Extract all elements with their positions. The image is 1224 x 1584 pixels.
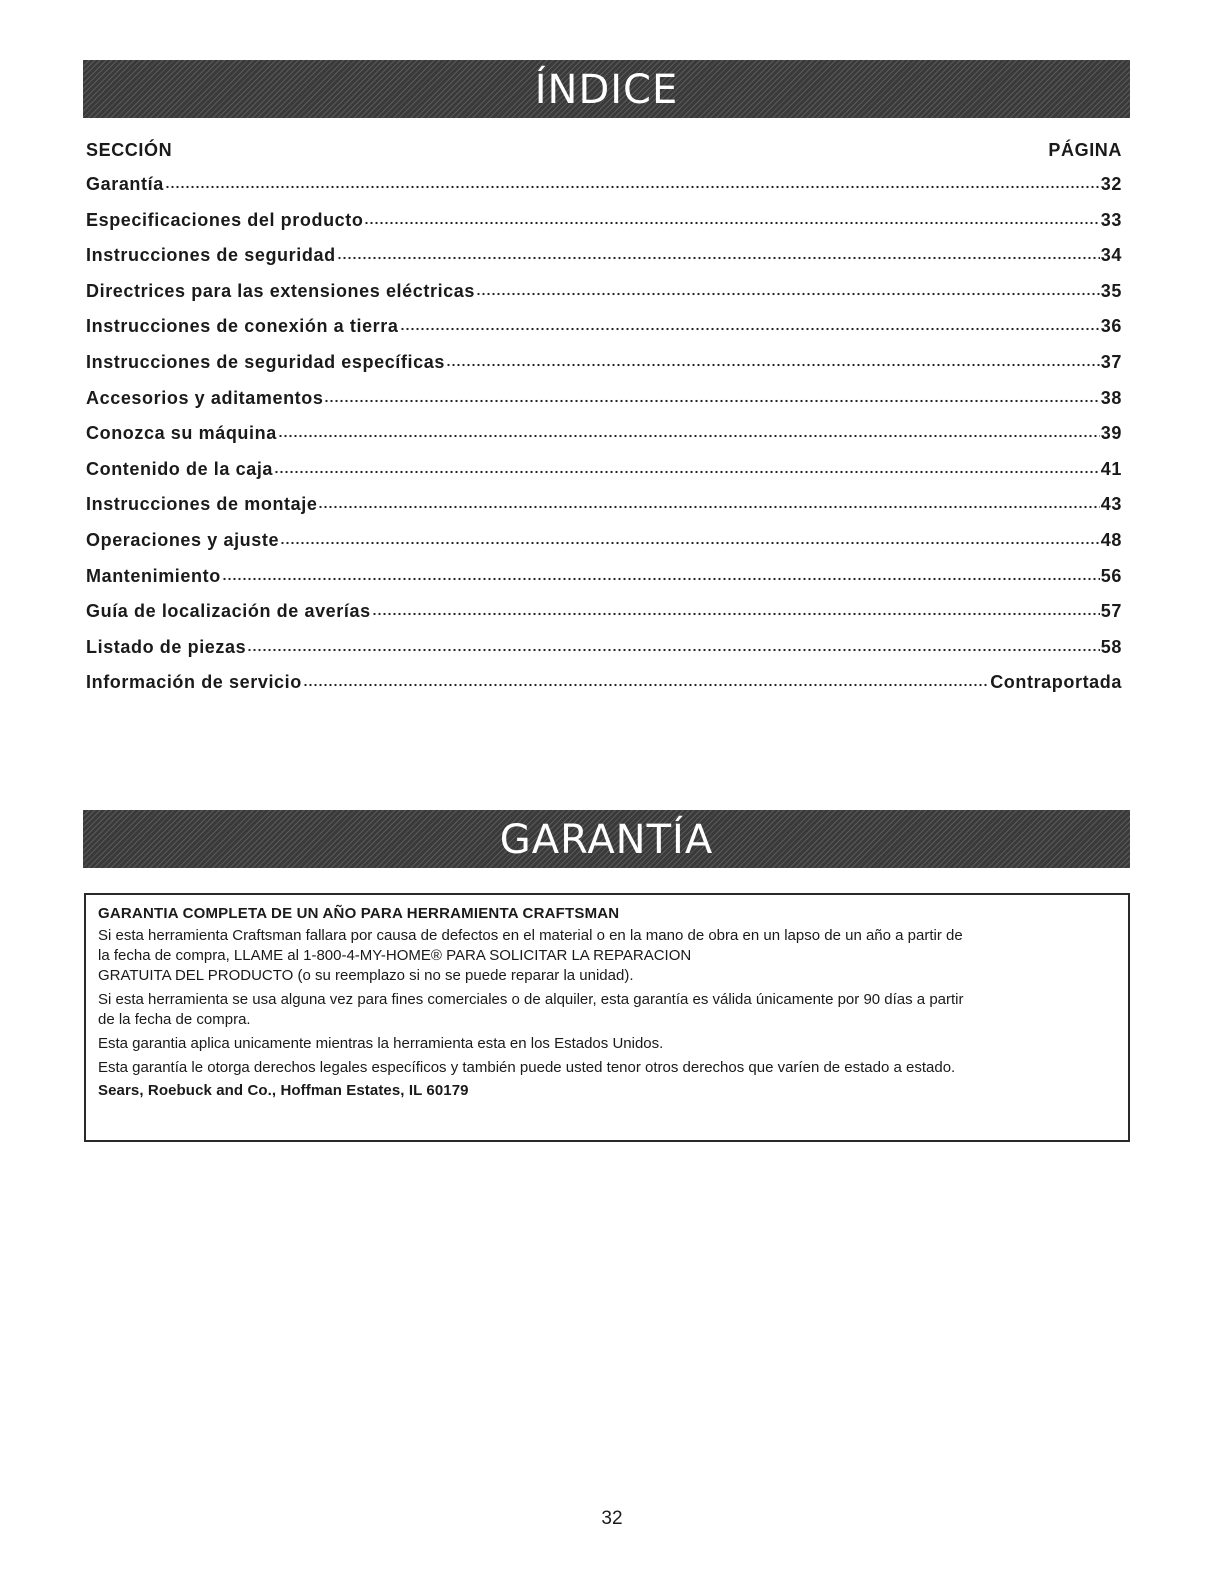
toc-entry [86,245,1122,281]
toc-entry-page: 41 [1100,458,1122,479]
toc-entry-page: 58 [1100,636,1122,657]
toc-entry-title: Listado de piezas [86,636,247,657]
dot-leader [400,327,1100,331]
warranty-paragraph-us-only: Esta garantia aplica unicamente mientras la herramienta esta en los Estados Unidos. [98,1035,664,1052]
toc-entry-page: Contraportada [990,672,1122,693]
toc-entry-page: 48 [1100,529,1122,550]
toc-entry [86,352,1122,388]
toc-entry-title: Mantenimiento [86,565,221,586]
toc-entry-page: 33 [1100,209,1122,230]
dot-leader [337,256,1100,260]
warranty-text-line: Si esta herramienta se usa alguna vez para fines comerciales o de alquiler, esta garantía es válida únicamente por 90 días a partir [98,991,964,1008]
warranty-paragraph-commercial [98,990,1108,1030]
toc-entry-title: Directrices para las extensiones eléctricas [86,280,476,301]
warranty-company: Sears, Roebuck and Co., Hoffman Estates, IL 60179 [98,1082,469,1099]
toc-entry-page: 43 [1100,494,1122,515]
toc-entry-page: 39 [1100,423,1122,444]
toc-entry-title: Garantía [86,174,164,194]
toc-entry-title: Operaciones y ajuste [86,529,280,550]
toc-entry-title: Instrucciones de seguridad [86,245,336,266]
warranty-text-line: Si esta herramienta Craftsman fallara por causa de defectos en el material o en la mano de obra en un lapso de un año a partir de [98,927,963,944]
toc-header [86,140,1122,161]
dot-leader [278,434,1100,438]
toc-entry-page: 32 [1100,174,1122,194]
dot-leader [274,470,1100,474]
toc-entry-title: Contenido de la caja [86,458,274,479]
toc-entry [86,459,1122,495]
toc-entry-page: 56 [1100,565,1122,586]
toc-entry-page: 35 [1100,280,1122,301]
toc-entry [86,494,1122,530]
warranty-heading: GARANTIA COMPLETA DE UN AÑO PARA HERRAMIENTA CRAFTSMAN [98,905,620,922]
toc-entry [86,423,1122,459]
toc-entry [86,281,1122,317]
toc-entry [86,637,1122,673]
toc-entry [86,174,1122,210]
table-of-contents [86,174,1122,708]
toc-entry [86,601,1122,637]
toc-entry-title: Guía de localización de averías [86,601,371,622]
dot-leader [303,683,989,687]
dot-leader [446,363,1100,367]
warranty-paragraph-coverage [98,926,1108,986]
dot-leader [476,292,1100,296]
warranty-text-line: la fecha de compra, LLAME al 1-800-4-MY-HOME® PARA SOLICITAR LA REPARACION [98,947,692,964]
toc-entry-title: Instrucciones de montaje [86,494,318,515]
dot-leader [364,221,1099,225]
dot-leader [324,399,1099,403]
toc-entry-title: Especificaciones del producto [86,209,364,230]
toc-entry-title: Instrucciones de seguridad específicas [86,351,445,372]
section-column-header: SECCIÓN [86,140,173,160]
toc-entry-title: Instrucciones de conexión a tierra [86,316,399,337]
toc-entry [86,566,1122,602]
indice-banner [83,60,1130,118]
toc-entry [86,672,1122,708]
page-column-header: PÁGINA [1048,140,1122,160]
warranty-paragraph-rights: Esta garantía le otorga derechos legales específicos y también puede usted tenor otros derechos que varíen de estado a estado. [98,1059,956,1076]
indice-title: ÍNDICE [534,67,679,113]
dot-leader [222,577,1100,581]
garantia-banner [83,810,1130,868]
toc-entry-title: Accesorios y aditamentos [86,387,324,408]
toc-entry [86,210,1122,246]
toc-entry-page: 38 [1100,387,1122,408]
warranty-text-line: GRATUITA DEL PRODUCTO (o su reemplazo si no se puede reparar la unidad). [98,967,634,984]
dot-leader [247,648,1100,652]
dot-leader [318,505,1099,509]
dot-leader [165,185,1100,189]
dot-leader [372,612,1100,616]
toc-entry [86,388,1122,424]
dot-leader [280,541,1100,545]
warranty-text-line: de la fecha de compra. [98,1011,251,1028]
toc-entry-page: 37 [1100,351,1122,372]
warranty-box [84,893,1130,1142]
page-number: 32 [601,1508,623,1529]
toc-entry-title: Información de servicio [86,672,302,693]
toc-entry-page: 57 [1100,601,1122,622]
toc-entry [86,530,1122,566]
toc-entry [86,316,1122,352]
toc-entry-page: 36 [1100,316,1122,337]
toc-entry-page: 34 [1100,245,1122,266]
garantia-title: GARANTÍA [499,817,714,863]
toc-entry-title: Conozca su máquina [86,423,277,444]
